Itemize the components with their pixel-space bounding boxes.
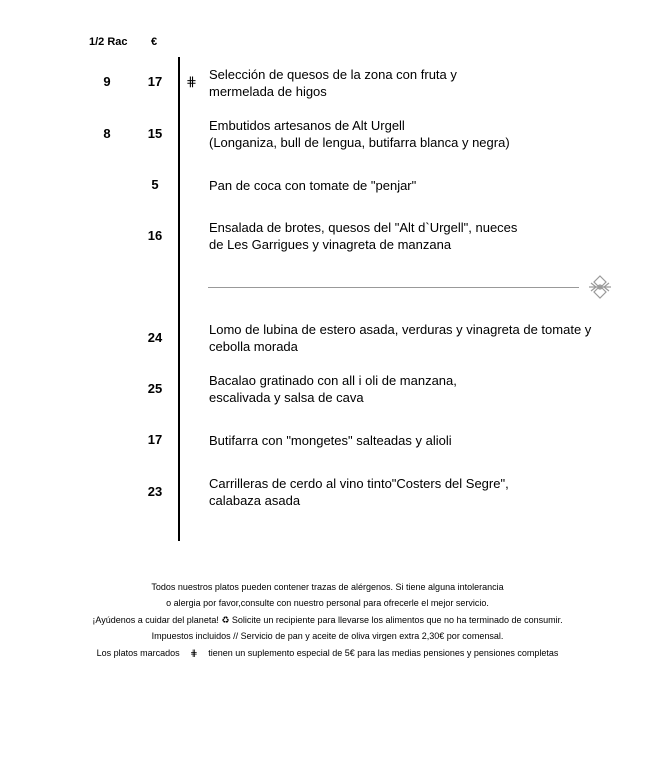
price: 23 bbox=[147, 484, 163, 499]
tax-note: Impuestos incluidos // Servicio de pan y aceite de oliva virgen extra 2,30€ por comensal. bbox=[151, 631, 504, 642]
desc-line: Embutidos artesanos de Alt Urgell bbox=[209, 118, 405, 133]
price: 5 bbox=[151, 177, 159, 192]
dish-description bbox=[209, 117, 609, 151]
desc-line: Butifarra con "mongetes" salteadas y alioli bbox=[209, 433, 452, 448]
dish-description bbox=[209, 177, 609, 194]
desc-line: Pan de coca con tomate de "penjar" bbox=[209, 178, 417, 193]
dish-description bbox=[209, 321, 609, 355]
supplement-note-start: Los platos marcados bbox=[96, 647, 180, 658]
dish-description bbox=[209, 66, 609, 100]
allergen-note-2: o alergia por favor,consulte con nuestro personal para ofrecerle el mejor servicio. bbox=[166, 598, 489, 609]
desc-line: Carrilleras de cerdo al vino tinto"Costers del Segre", bbox=[209, 476, 509, 491]
section-separator bbox=[208, 287, 579, 288]
desc-line: de Les Garrigues y vinagreta de manzana bbox=[209, 237, 452, 252]
price: 24 bbox=[147, 330, 163, 345]
dish-description bbox=[209, 475, 609, 509]
desc-line: mermelada de higos bbox=[209, 84, 327, 99]
supplement-note bbox=[0, 645, 658, 661]
desc-line: Lomo de lubina de estero asada, verduras y vinagreta de tomate y bbox=[209, 322, 592, 337]
price: 17 bbox=[147, 432, 163, 447]
dish-description bbox=[209, 432, 609, 449]
supplement-mark-icon: ⋕ bbox=[186, 74, 197, 89]
dish-description bbox=[209, 372, 609, 406]
half-price: 9 bbox=[103, 74, 111, 89]
ornament-icon bbox=[587, 274, 613, 300]
price: 15 bbox=[147, 126, 163, 141]
half-portion-header: 1/2 Rac bbox=[89, 36, 128, 48]
desc-line: calabaza asada bbox=[209, 493, 301, 508]
allergen-note: Todos nuestros platos pueden contener trazas de alérgenos. Si tiene alguna intolerancia bbox=[151, 582, 504, 592]
vertical-divider bbox=[178, 57, 180, 541]
half-price: 8 bbox=[103, 126, 111, 141]
desc-line: (Longaniza, bull de lengua, butifarra blanca y negra) bbox=[209, 135, 510, 150]
price: 25 bbox=[147, 381, 163, 396]
footer-notes bbox=[0, 579, 658, 661]
dish-description bbox=[209, 219, 609, 253]
supplement-note-end: tienen un suplemento especial de 5€ para las medias pensiones y pensiones completas bbox=[208, 647, 559, 658]
supplement-mark-icon: ⋕ bbox=[190, 647, 198, 658]
price-header: € bbox=[151, 36, 158, 48]
recycle-note: ¡Ayúdenos a cuidar del planeta! ♻ Solicite un recipiente para llevarse los alimentos que no ha terminado de consumir. bbox=[92, 614, 563, 625]
desc-line: escalivada y salsa de cava bbox=[209, 390, 364, 405]
price: 16 bbox=[147, 228, 163, 243]
desc-line: Ensalada de brotes, quesos del "Alt d`Urgell", nueces bbox=[209, 220, 518, 235]
desc-line: Bacalao gratinado con all i oli de manzana, bbox=[209, 373, 457, 388]
desc-line: Selección de quesos de la zona con fruta y bbox=[209, 67, 457, 82]
desc-line: cebolla morada bbox=[209, 339, 298, 354]
price: 17 bbox=[147, 74, 163, 89]
